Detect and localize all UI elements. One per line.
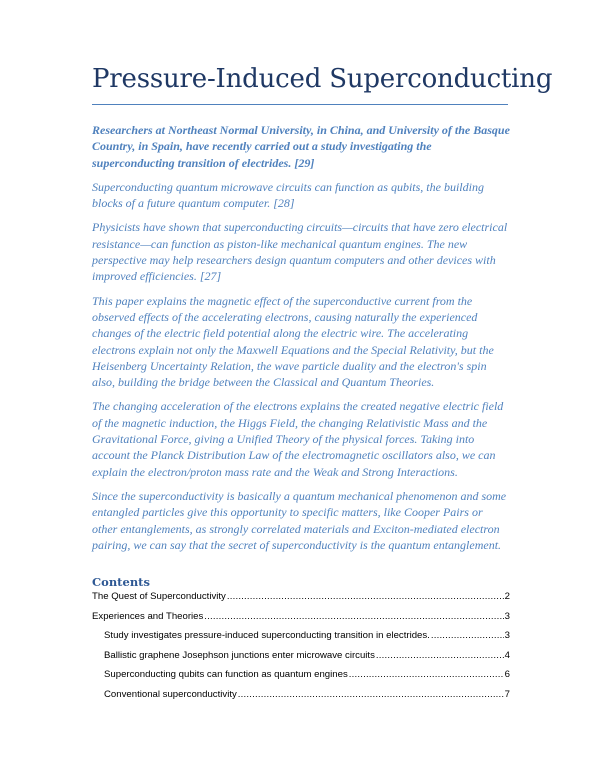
toc-page-number: 4 bbox=[504, 649, 510, 661]
toc-entry-conventional-superconductivity[interactable] bbox=[92, 688, 510, 708]
toc-page-number: 3 bbox=[504, 630, 510, 641]
toc-entry-ballistic-graphene[interactable] bbox=[92, 649, 510, 669]
toc-page-number: 7 bbox=[504, 688, 510, 700]
intro-paragraph-6: Since the superconductivity is basically a quantum mechanical phenomenon and some entangled particles give this opportunity to specific matters, like Cooper Pairs or other entanglements, as strongly correlated materials and Exciton-mediated electron pairing, we can say that the secret of superconductivity is the quantum entanglement. bbox=[92, 488, 507, 552]
toc-entry-pressure-induced-transition[interactable] bbox=[92, 629, 510, 649]
intro-section bbox=[92, 122, 510, 561]
toc-dot-leader bbox=[349, 668, 504, 681]
intro-paragraph-4: This paper explains the magnetic effect of the superconductive current from the observed effects of the accelerating electrons, causing naturally the experienced changes of the electric field potential along the electric wire. The accelerating electrons explain not only the Maxwell Equations and the Special Relativity, but the Heisenberg Uncertainty Relation, the wave particle duality and the electron's spin also, building the bridge between the Classical and Quantum Theories. bbox=[92, 293, 494, 390]
toc-entry-experiences-and-theories[interactable] bbox=[92, 610, 510, 630]
intro-paragraph-2: Superconducting quantum microwave circuits can function as qubits, the building blocks of a future quantum computer. [28] bbox=[92, 179, 484, 211]
toc-entry-quest-of-superconductivity[interactable] bbox=[92, 590, 510, 610]
toc-entry-text: Ballistic graphene Josephson junctions enter microwave circuits bbox=[104, 649, 375, 661]
intro-paragraph-3: Physicists have shown that superconducting circuits—circuits that have zero electrical resistance—can function as piston-like mechanical quantum engines. The new perspective may help researchers design quantum computers and other devices with improved efficiencies. [27] bbox=[92, 220, 508, 284]
toc-dot-leader bbox=[204, 610, 503, 623]
document-title: Pressure-Induced Superconducting bbox=[92, 64, 553, 94]
toc-page-number: 3 bbox=[504, 610, 510, 622]
toc-dot-leader bbox=[376, 649, 504, 662]
toc-dot-leader bbox=[227, 590, 504, 603]
toc-entry-text: The Quest of Superconductivity bbox=[92, 591, 226, 602]
contents-heading: Contents bbox=[92, 575, 150, 589]
toc-entry-text: Conventional superconductivity bbox=[104, 688, 237, 700]
toc-entry-text: Experiences and Theories bbox=[92, 610, 204, 622]
toc-dot-leader bbox=[238, 688, 504, 701]
toc-page-number: 2 bbox=[504, 591, 510, 602]
toc-entry-superconducting-qubits[interactable] bbox=[92, 668, 510, 688]
title-underline bbox=[92, 104, 508, 105]
table-of-contents bbox=[92, 575, 510, 707]
toc-page-number: 6 bbox=[504, 669, 510, 680]
toc-dot-leader bbox=[431, 629, 504, 642]
toc-entry-text: Superconducting qubits can function as quantum engines bbox=[104, 669, 348, 680]
intro-paragraph-5: The changing acceleration of the electrons explains the created negative electric field of the magnetic induction, the Higgs Field, the changing Relativistic Mass and the Gravitational Force, giving a Unified Theory of the physical forces. Taking into account the Planck Distribution Law of the electromagnetic oscillators also, we can explain the electron/proton mass rate and the Weak and Strong Interactions. bbox=[92, 399, 504, 479]
toc-entry-text: Study investigates pressure-induced superconducting transition in electrides. bbox=[104, 630, 430, 641]
intro-paragraph-1: Researchers at Northeast Normal University, in China, and University of the Basque Country, in Spain, have recently carried out a study investigating the superconducting transition of electrides. [29] bbox=[92, 123, 510, 170]
